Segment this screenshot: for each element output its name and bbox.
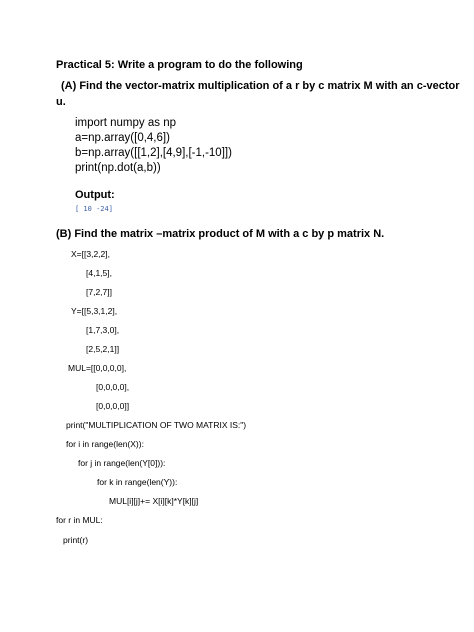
section-a-heading-line1: (A) Find the vector-matrix multiplication of a r by c matrix M with an c-vector [61,80,460,92]
section-b-code-line: print(r) [63,535,89,545]
section-b-code-line: MUL[i][j]+= X[i][k]*Y[k][j] [109,496,199,506]
section-b-code-line: MUL=[[0,0,0,0], [68,363,127,373]
section-a-heading-line2: u. [56,96,66,108]
section-b-code-line: [2,5,2,1]] [86,344,120,354]
section-b-heading: (B) Find the matrix –matrix product of M with a c by p matrix N. [56,228,385,240]
document-title: Practical 5: Write a program to do the following [56,59,303,71]
section-b-code-line: for i in range(len(X)): [66,439,144,449]
section-b-code-line: [7,2,7]] [86,287,112,297]
section-a-code-line: b=np.array([[1,2],[4,9],[-1,-10]]) [75,147,232,159]
section-b-code-line: [0,0,0,0], [96,382,130,392]
section-a-code-line: print(np.dot(a,b)) [75,162,161,174]
section-b-code-line: for k in range(len(Y)): [97,477,178,487]
section-a-code-line: a=np.array([0,4,6]) [75,132,170,144]
section-b-code-line: Y=[[5,3,1,2], [71,306,118,316]
section-b-code-line: [4,1,5], [86,268,112,278]
section-b-code-line: print("MULTIPLICATION OF TWO MATRIX IS:") [66,420,247,430]
section-b-code-line: X=[[3,2,2], [71,249,110,259]
section-b-code-line: [1,7,3,0], [86,325,120,335]
output-value: [ 10 -24] [75,205,113,213]
section-b-code-line: for j in range(len(Y[0])): [78,458,166,468]
section-b-code-line: for r in MUL: [56,515,103,525]
section-b-code-line: [0,0,0,0]] [96,401,130,411]
output-label: Output: [75,189,115,201]
section-a-code-line: import numpy as np [75,117,176,129]
